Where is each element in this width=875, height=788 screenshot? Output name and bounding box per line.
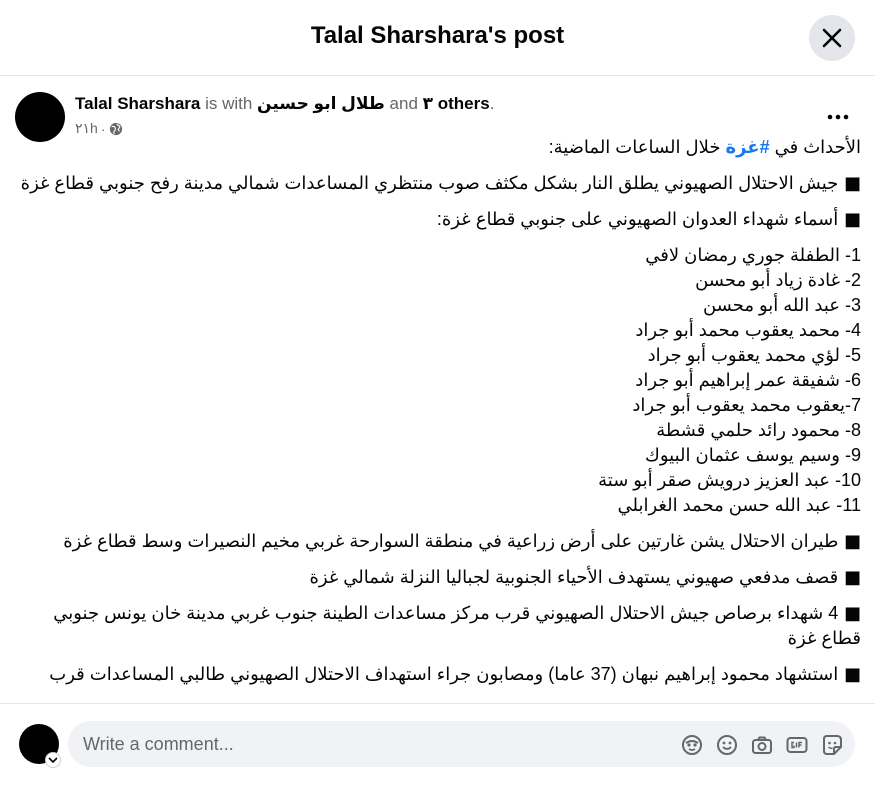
with-text: is with (200, 94, 258, 113)
post-body (0, 77, 875, 703)
chevron-down-icon[interactable] (45, 752, 61, 768)
post-paragraph: ■ أسماء شهداء العدوان الصهيوني على جنوبي قطاع غزة: (436, 209, 861, 230)
avatar-sticker-icon (680, 733, 704, 757)
period-text: . (489, 94, 495, 113)
list-item: 1- الطفلة جوري رمضان لافي (645, 245, 861, 265)
list-item: 2- غادة زياد أبو محسن (695, 270, 861, 290)
post-paragraph: ■ استشهاد محمود إبراهيم نبهان (37 عاما) ومصابون جراء استهداف الاحتلال الصهيوني طالبي المساعدات قرب (49, 664, 861, 685)
post-dialog-header (0, 0, 875, 76)
bullet: ■ (838, 209, 861, 230)
list-item: 6- شفيقة عمر إبراهيم أبو جراد (635, 370, 861, 390)
bullet: ■ (838, 567, 861, 588)
bullet: ■ (838, 603, 861, 624)
list-item: 10- عبد العزيز درويش صقر أبو ستة (598, 470, 861, 490)
dialog-title: Talal Sharshara's post (310, 22, 565, 49)
sticker-icon (820, 733, 844, 757)
post-timestamp[interactable]: ٢١h (75, 120, 98, 136)
post-paragraph: ■ قصف مدفعي صهيوني يستهدف الأحياء الجنوبية لجباليا النزلة شمالي غزة (309, 567, 861, 588)
comment-composer (0, 703, 875, 788)
list-item: 8- محمود رائد حلمي قشطة (656, 420, 861, 440)
and-text: and (384, 94, 423, 113)
avatar-sticker-button[interactable] (680, 733, 704, 757)
tagged-friend-link[interactable]: طلال ابو حسين (257, 94, 385, 113)
bullet: ■ (838, 173, 861, 194)
author-name[interactable]: Talal Sharshara (75, 94, 201, 113)
post-text (16, 135, 861, 698)
post-paragraph: ■ 4 شهداء برصاص جيش الاحتلال الصهيوني قرب مركز مساعدات الطينة جنوب غربي مدينة خان يونس جنوبي قطاع غزة (53, 603, 861, 648)
close-button[interactable] (809, 15, 855, 61)
close-icon (822, 28, 842, 48)
post-paragraph: ■ طيران الاحتلال يشن غارتين على أرض زراعية في منطقة السوارحة غربي مخيم النصيرات وسط قطاع غزة (63, 531, 861, 552)
gif-button[interactable] (785, 733, 809, 757)
list-item: 9- وسيم يوسف عثمان البيوك (645, 445, 861, 465)
more-options-button[interactable] (820, 99, 856, 135)
author-line (75, 94, 494, 114)
more-options-icon (820, 99, 856, 135)
sticker-button[interactable] (820, 733, 844, 757)
list-item: 7-يعقوب محمد يعقوب أبو جراد (632, 395, 861, 415)
bullet: ■ (838, 531, 861, 552)
camera-button[interactable] (750, 733, 774, 757)
post-paragraph: ■ جيش الاحتلال الصهيوني يطلق النار بشكل مكثف صوب منتظري المساعدات شمالي مدينة رفح جنوبي قطاع غزة (20, 173, 861, 194)
camera-icon (750, 733, 774, 757)
list-item: 3- عبد الله أبو محسن (702, 295, 861, 315)
martyrs-list (16, 243, 861, 518)
list-item: 4- محمد يعقوب محمد أبو جراد (635, 320, 861, 340)
emoji-icon (715, 733, 739, 757)
hashtag-link[interactable]: #غزة (725, 137, 770, 157)
gif-icon (785, 733, 809, 757)
list-item: 5- لؤي محمد يعقوب أبو جراد (647, 345, 861, 365)
list-item: 11- عبد الله حسن محمد الغرابلي (617, 495, 861, 515)
globe-icon (109, 122, 123, 136)
others-link[interactable]: ٣ others (422, 94, 490, 113)
comment-tools (680, 733, 844, 757)
emoji-button[interactable] (715, 733, 739, 757)
post-meta: ٢١h · (75, 120, 123, 137)
post-paragraph: الأحداث في #غزة خلال الساعات الماضية: (548, 137, 861, 157)
bullet: ■ (838, 664, 861, 685)
